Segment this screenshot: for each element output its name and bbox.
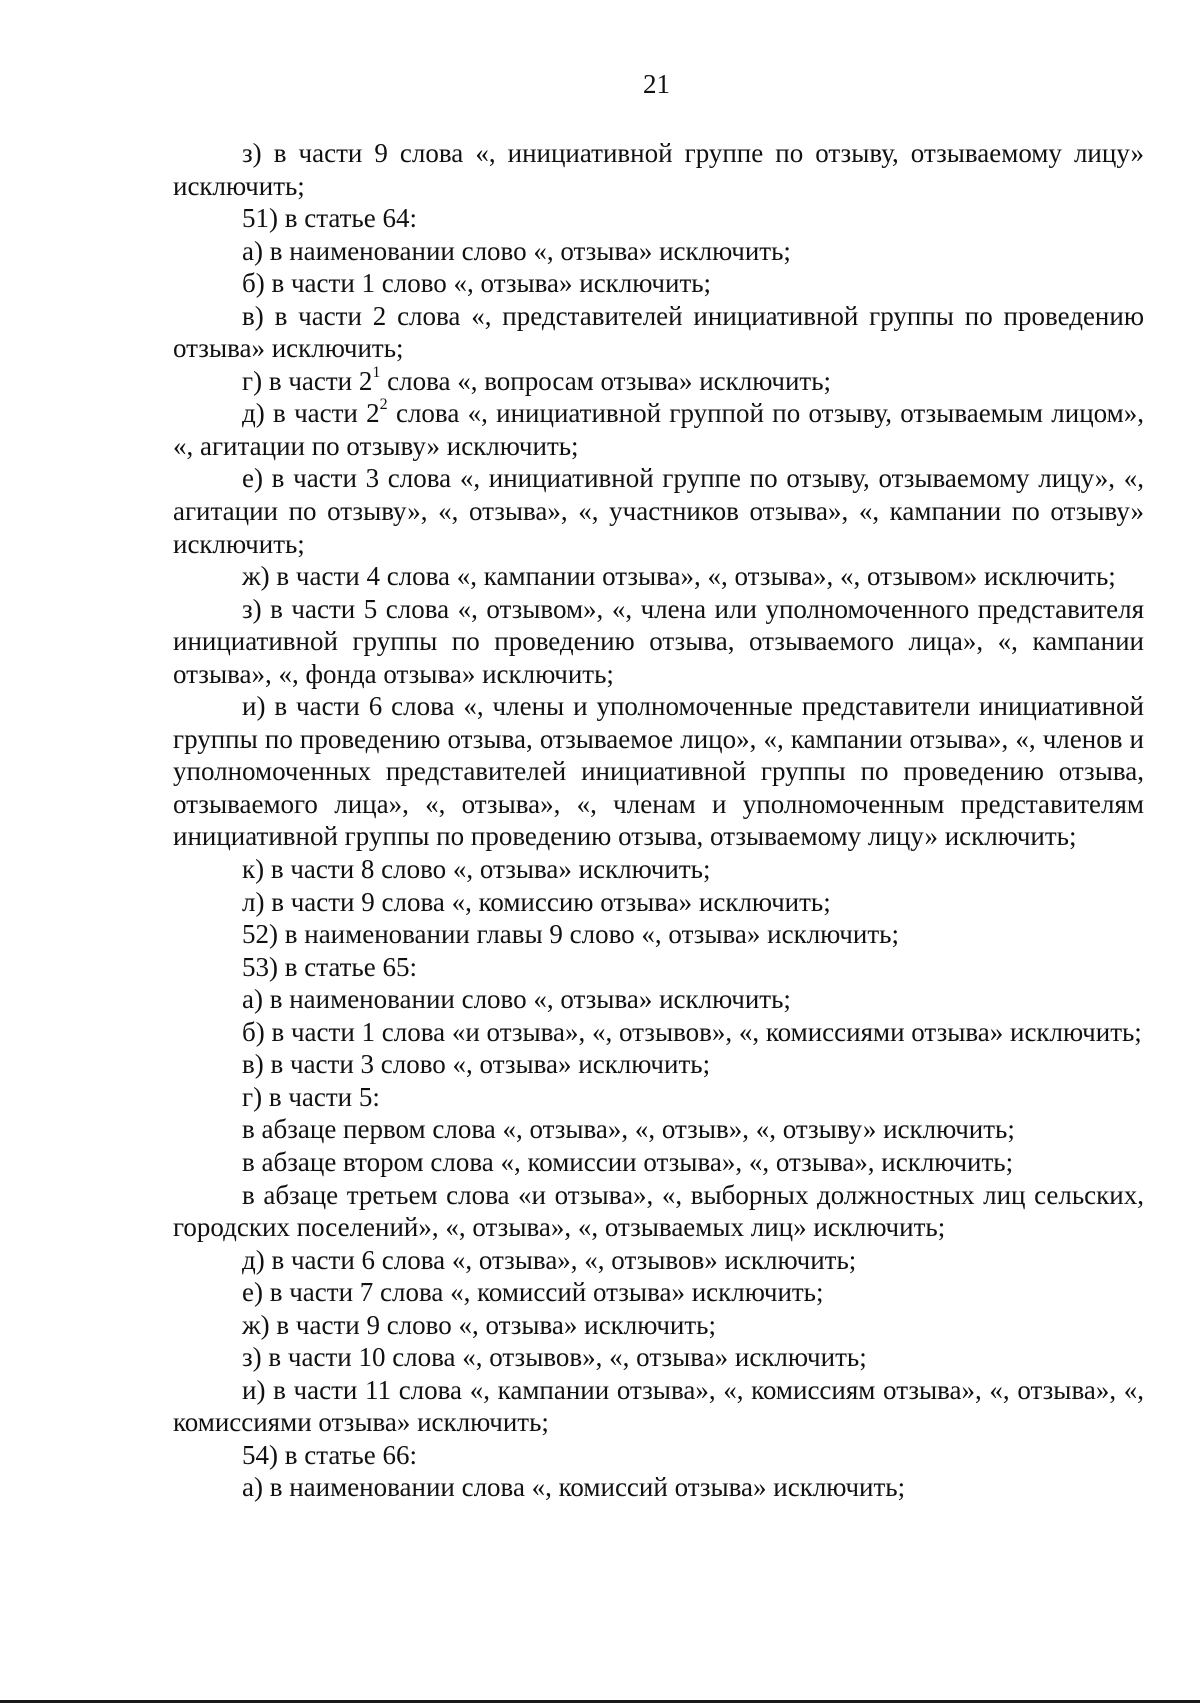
paragraph-text: д) в части 2 xyxy=(242,398,380,429)
paragraph: и) в части 11 слова «, кампании отзыва», «, комиссиям отзыва», «, отзыва», «, комиссиями отзыва» исключить; xyxy=(173,1374,1144,1438)
paragraph: б) в части 1 слово «, отзыва» исключить; xyxy=(242,268,712,299)
superscript: 2 xyxy=(379,396,388,414)
paragraph: б) в части 1 слова «и отзыва», «, отзывов», «, комиссиями отзыва» исключить; xyxy=(242,1016,1142,1047)
paragraph: к) в части 8 слово «, отзыва» исключить; xyxy=(242,854,711,885)
paragraph: 53) в статье 65: xyxy=(242,951,417,982)
paragraph xyxy=(173,365,1144,398)
paragraph: г) в части 5: xyxy=(242,1081,380,1112)
superscript: 1 xyxy=(372,363,381,381)
document-body xyxy=(173,137,1144,1504)
paragraph: а) в наименовании слово «, отзыва» исключить; xyxy=(242,235,791,266)
paragraph: 51) в статье 64: xyxy=(242,203,417,234)
paragraph: в абзаце первом слова «, отзыва», «, отзыв», «, отзыву» исключить; xyxy=(242,1114,1015,1145)
paragraph: 54) в статье 66: xyxy=(242,1439,417,1470)
paragraph: з) в части 5 слова «, отзывом», «, члена или уполномоченного представителя инициативной группы по проведению отзыва, отзываемого лица», «, кампании отзыва», «, фонда отзыва» исключить; xyxy=(173,593,1144,689)
paragraph: з) в части 10 слова «, отзывов», «, отзыва» исключить; xyxy=(242,1342,867,1373)
paragraph: в) в части 2 слова «, представителей инициативной группы по проведению отзыва» исключить; xyxy=(173,300,1144,364)
paragraph-text: г) в части 2 xyxy=(242,365,373,396)
paragraph: л) в части 9 слова «, комиссию отзыва» исключить; xyxy=(242,886,831,917)
paragraph: в абзаце третьем слова «и отзыва», «, выборных должностных лиц сельских, городских поселений», «, отзыва», «, отзываемых лиц» исключить; xyxy=(173,1179,1144,1243)
paragraph: а) в наименовании слова «, комиссий отзыва» исключить; xyxy=(242,1472,906,1503)
paragraph: в абзаце втором слова «, комиссии отзыва», «, отзыва», исключить; xyxy=(242,1146,1014,1177)
paragraph: ж) в части 9 слово «, отзыва» исключить; xyxy=(242,1309,716,1340)
paragraph: д) в части 6 слова «, отзыва», «, отзывов» исключить; xyxy=(242,1244,857,1275)
paragraph: з) в части 9 слова «, инициативной группе по отзыву, отзываемому лицу» исключить; xyxy=(173,138,1144,201)
paragraph: е) в части 3 слова «, инициативной группе по отзыву, отзываемому лицу», «, агитации по отзыву», «, отзыва», «, участников отзыва», «, кампании по отзыву» исключить; xyxy=(173,463,1144,559)
paragraph: 52) в наименовании главы 9 слово «, отзыва» исключить; xyxy=(242,919,899,950)
paragraph: и) в части 6 слова «, члены и уполномоченные представители инициативной группы по проведению отзыва, отзываемое лицо», «, кампании отзыва», «, членов и уполномоченных представителей инициативной группы по проведению отзыва, отзываемого лица», «, отзыва», «, членам и уполномоченным представителям инициативной группы по проведению отзыва, отзываемому лицу» исключить; xyxy=(173,691,1144,852)
paragraph-text: слова «, инициативной группой по отзыву, отзываемым лицом», «, агитации по отзыву» исключить; xyxy=(173,398,1144,461)
paragraph: в) в части 3 слово «, отзыва» исключить; xyxy=(242,1049,711,1080)
paragraph-text: слова «, вопросам отзыва» исключить; xyxy=(380,365,832,396)
paragraph xyxy=(173,397,1144,462)
paragraph: ж) в части 4 слова «, кампании отзыва», «, отзыва», «, отзывом» исключить; xyxy=(242,561,1116,592)
paragraph: а) в наименовании слово «, отзыва» исключить; xyxy=(242,984,791,1015)
page-number: 21 xyxy=(643,69,670,99)
paragraph: е) в части 7 слова «, комиссий отзыва» исключить; xyxy=(242,1277,824,1308)
